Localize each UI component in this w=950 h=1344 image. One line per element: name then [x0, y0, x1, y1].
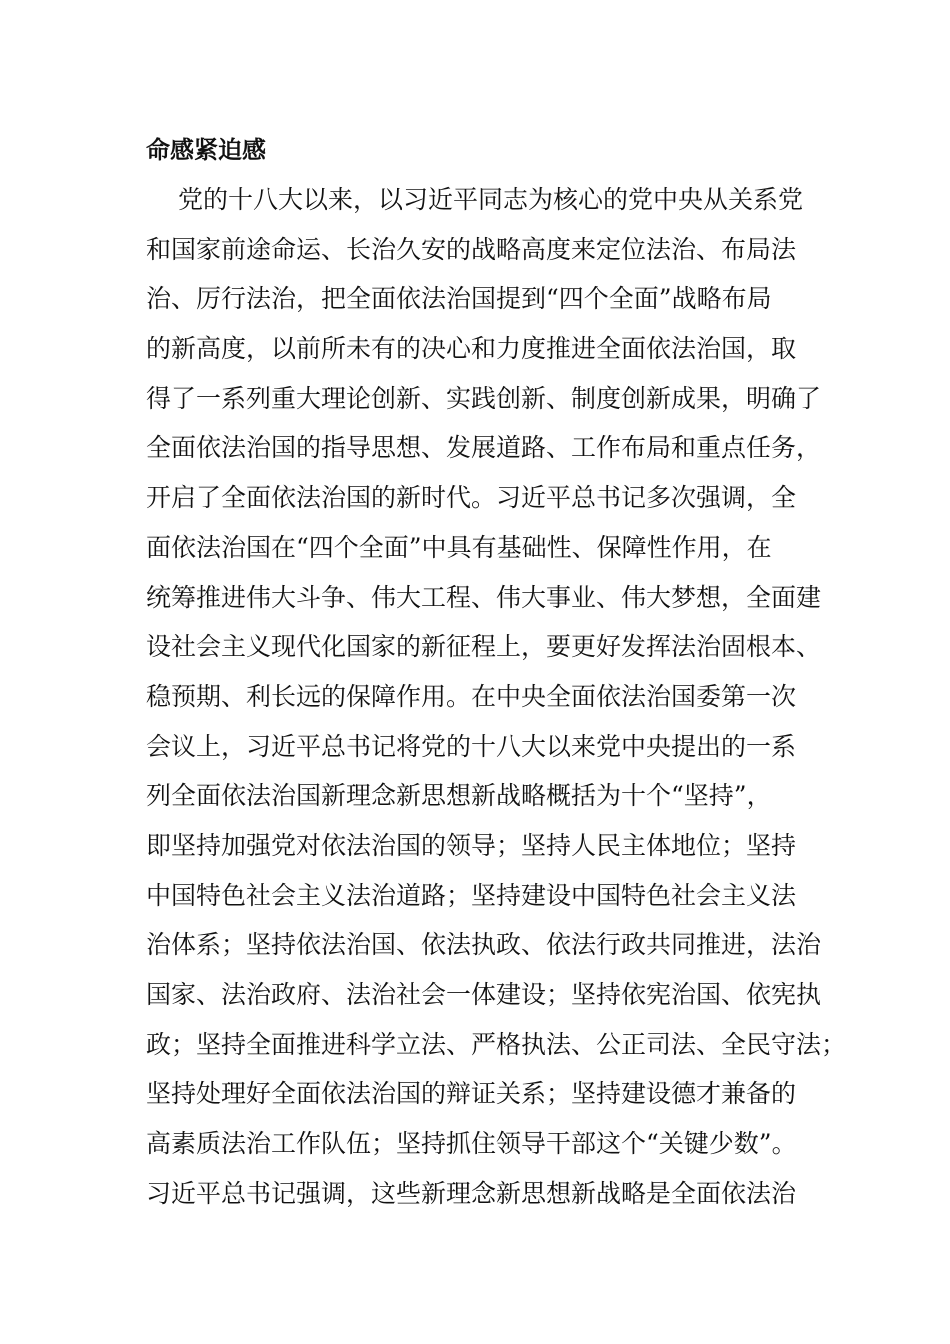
text-line: 稳预期、利长远的保障作用。在中央全面依法治国委第一次: [146, 681, 797, 711]
text-line: 的新高度，以前所未有的决心和力度推进全面依法治国，取: [146, 334, 797, 364]
text-line: 全面依法治国的指导思想、发展道路、工作布局和重点任务，: [146, 433, 822, 463]
text-line: 会议上，习近平总书记将党的十八大以来党中央提出的一系: [146, 731, 797, 761]
text-line: 设社会主义现代化国家的新征程上，要更好发挥法治固根本、: [146, 632, 822, 662]
text-line: 坚持处理好全面依法治国的辩证关系；坚持建设德才兼备的: [146, 1079, 797, 1109]
text-line: 列全面依法治国新理念新思想新战略概括为十个“坚持”，: [146, 781, 772, 811]
text-line: 即坚持加强党对依法治国的领导；坚持人民主体地位；坚持: [146, 830, 797, 860]
text-line: 开启了全面依法治国的新时代。习近平总书记多次强调，全: [146, 483, 797, 513]
text-line: 面依法治国在“四个全面”中具有基础性、保障性作用，在: [146, 532, 772, 562]
text-line: 党的十八大以来，以习近平同志为核心的党中央从关系党: [178, 185, 804, 214]
text-line: 和国家前途命运、长治久安的战略高度来定位法治、布局法: [146, 234, 797, 264]
text-line: 国家、法治政府、法治社会一体建设；坚持依宪治国、依宪执: [146, 980, 822, 1009]
text-line: 中国特色社会主义法治道路；坚持建设中国特色社会主义法: [146, 880, 797, 910]
body-paragraph: [146, 175, 847, 1218]
text-line: 高素质法治工作队伍；坚持抓住领导干部这个“关键少数”。: [146, 1129, 797, 1159]
text-line: 得了一系列重大理论创新、实践创新、制度创新成果，明确了: [146, 383, 822, 413]
text-line: 治、厉行法治，把全面依法治国提到“四个全面”战略布局: [146, 284, 772, 314]
text-line: 政；坚持全面推进科学立法、严格执法、公正司法、全民守法；: [146, 1029, 847, 1059]
text-line: 习近平总书记强调，这些新理念新思想新战略是全面依法治: [146, 1178, 797, 1208]
text-line: 统筹推进伟大斗争、伟大工程、伟大事业、伟大梦想，全面建: [146, 582, 822, 612]
text-line: 治体系；坚持依法治国、依法执政、依法行政共同推进，法治: [146, 930, 822, 960]
section-heading: 命感紧迫感: [146, 136, 266, 164]
